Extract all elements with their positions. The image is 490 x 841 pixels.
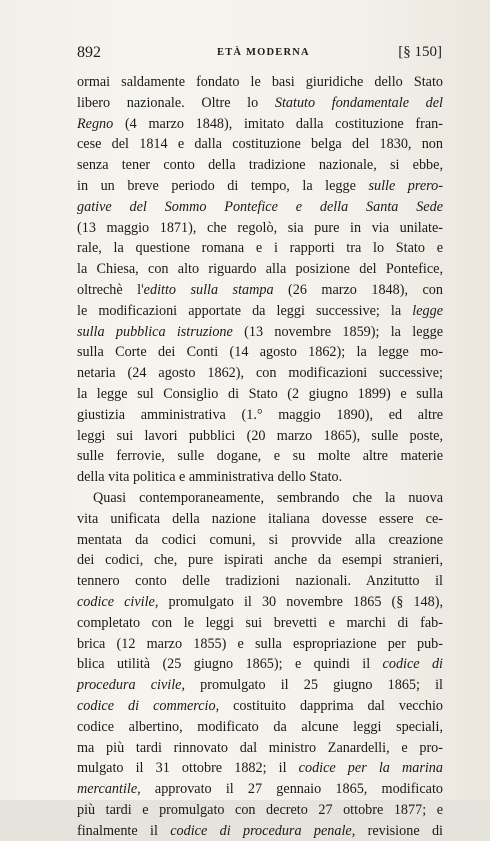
text-line [77, 176, 443, 197]
text-line [77, 696, 443, 717]
text-segment: mentata da codici comuni, si provvide alla creazione [77, 531, 443, 548]
italic-text: mercantile, [77, 781, 141, 798]
text-segment: dei codici, che, pure ispirati anche da esempi stranieri, [77, 552, 443, 569]
text-line [77, 634, 443, 655]
text-segment: (13 novembre 1859); la legge [232, 323, 443, 340]
italic-text: legge [412, 302, 443, 319]
text-segment: mulgato il 31 ottobre 1882; il [77, 760, 299, 777]
text-line [77, 550, 443, 571]
text-segment: senza tener conto della tradizione nazionale, si ebbe, [77, 157, 443, 174]
text-segment: libero nazionale. Oltre lo [77, 94, 275, 111]
text-line [77, 114, 443, 135]
italic-text: Regno [77, 115, 114, 132]
italic-text: procedura civile, [77, 677, 185, 694]
italic-text: codice di procedura penale, [170, 822, 356, 839]
italic-text: Statuto fondamentale del [274, 94, 444, 111]
text-segment: (13 maggio 1871), che regolò, sia pure in via unilate- [77, 219, 443, 236]
text-line [77, 280, 443, 301]
text-segment: leggi sui lavori pubblici (20 marzo 1865), sulle poste, [77, 427, 443, 444]
text-segment: oltrechè l' [77, 281, 144, 298]
text-line [77, 259, 443, 280]
text-segment: revisione di [355, 822, 443, 839]
text-segment: costituito dapprima dal vecchio [219, 697, 443, 714]
text-line [77, 800, 443, 821]
text-line [77, 301, 443, 322]
italic-text: codice di [382, 656, 443, 673]
text-segment: completato con le leggi sui brevetti e marchi di fab- [77, 614, 443, 631]
italic-text: gative del Sommo Pontefice e della Santa Sede [77, 198, 443, 215]
italic-text: codice civile, [77, 593, 159, 610]
italic-text: editto sulla stampa [143, 281, 274, 298]
italic-text: sulla pubblica istruzione [77, 323, 233, 340]
text-line [77, 779, 443, 800]
text-line [77, 571, 443, 592]
text-segment: vita unificata della nazione italiana dovesse essere ce- [77, 510, 443, 527]
text-segment: cese del 1814 e dalla costituzione belga del 1830, non [77, 136, 443, 153]
text-segment: codice albertino, modificato da alcune leggi speciali, [77, 718, 443, 735]
text-line [77, 426, 443, 447]
text-line [77, 197, 443, 218]
text-segment: le modificazioni apportate da leggi successive; la [77, 302, 413, 319]
text-segment: approvato il 27 gennaio 1865, modificato [140, 781, 443, 798]
text-segment: netaria (24 agosto 1862), con modificazioni successive; [77, 365, 443, 382]
text-segment: ormai saldamente fondato le basi giuridiche dello Stato [77, 74, 443, 90]
text-line [77, 322, 443, 343]
page-header [77, 44, 442, 64]
text-line [77, 446, 443, 467]
italic-text: codice per la marina [298, 760, 443, 777]
text-line [77, 717, 443, 738]
text-segment: promulgato il 30 novembre 1865 (§ 148), [158, 593, 443, 610]
text-line [77, 509, 443, 530]
text-line [77, 93, 443, 114]
text-segment: della vita politica e amministrativa dello Stato. [77, 469, 343, 486]
text-line [77, 218, 443, 239]
text-segment: promulgato il 25 giugno 1865; il [185, 677, 444, 694]
text-line [77, 821, 443, 841]
text-line [77, 654, 443, 675]
body-text [77, 72, 443, 841]
text-line [77, 592, 443, 613]
text-segment: brica (12 marzo 1855) e sulla espropriazione per pub- [77, 635, 443, 652]
text-segment: (26 marzo 1848), con [273, 281, 443, 298]
text-line [77, 405, 443, 426]
text-segment: la legge sul Consiglio di Stato (2 giugno 1899) e sulla [77, 385, 443, 402]
text-line [77, 738, 443, 759]
text-segment: ma più tardi rinnovato dal ministro Zanardelli, e pro- [77, 739, 443, 756]
text-segment: finalmente il [77, 822, 171, 839]
text-segment: blica utilità (25 giugno 1865); e quindi il [77, 656, 383, 673]
text-segment: la Chiesa, con alto riguardo alla posizione del Pontefice, [77, 261, 443, 278]
text-segment: sulle ferrovie, sulle dogane, e su molte altre materie [77, 448, 443, 465]
text-segment: Quasi contemporaneamente, sembrando che la nuova [93, 489, 443, 506]
text-line [77, 613, 443, 634]
text-segment: giustizia amministrativa (1.° maggio 1890), ed altre [77, 406, 443, 423]
text-line [77, 675, 443, 696]
section-reference: [§ 150] [398, 44, 442, 60]
page-number: 892 [77, 44, 101, 61]
text-line [77, 342, 443, 363]
text-line [77, 530, 443, 551]
running-title: ETÀ MODERNA [217, 47, 310, 58]
text-line [77, 155, 443, 176]
italic-text: sulle prero- [368, 177, 443, 194]
text-line [77, 488, 443, 509]
text-segment: rale, la questione romana e i rapporti tra lo Stato e [77, 240, 443, 257]
text-line [77, 72, 443, 93]
text-line [77, 134, 443, 155]
text-line [77, 758, 443, 779]
text-segment: tennero conto delle tradizioni nazionali. Anzitutto il [77, 573, 443, 590]
text-segment: (4 marzo 1848), imitato dalla costituzione fran- [113, 115, 443, 132]
text-line [77, 238, 443, 259]
text-segment: sulla Corte dei Conti (14 agosto 1862); la legge mo- [77, 344, 443, 361]
text-line [77, 384, 443, 405]
text-segment: più tardi e promulgato con decreto 27 ottobre 1877; e [77, 801, 443, 818]
text-line [77, 363, 443, 384]
text-segment: in un breve periodo di tempo, la legge [77, 177, 369, 194]
text-line [77, 467, 443, 488]
italic-text: codice di commercio, [77, 697, 220, 714]
